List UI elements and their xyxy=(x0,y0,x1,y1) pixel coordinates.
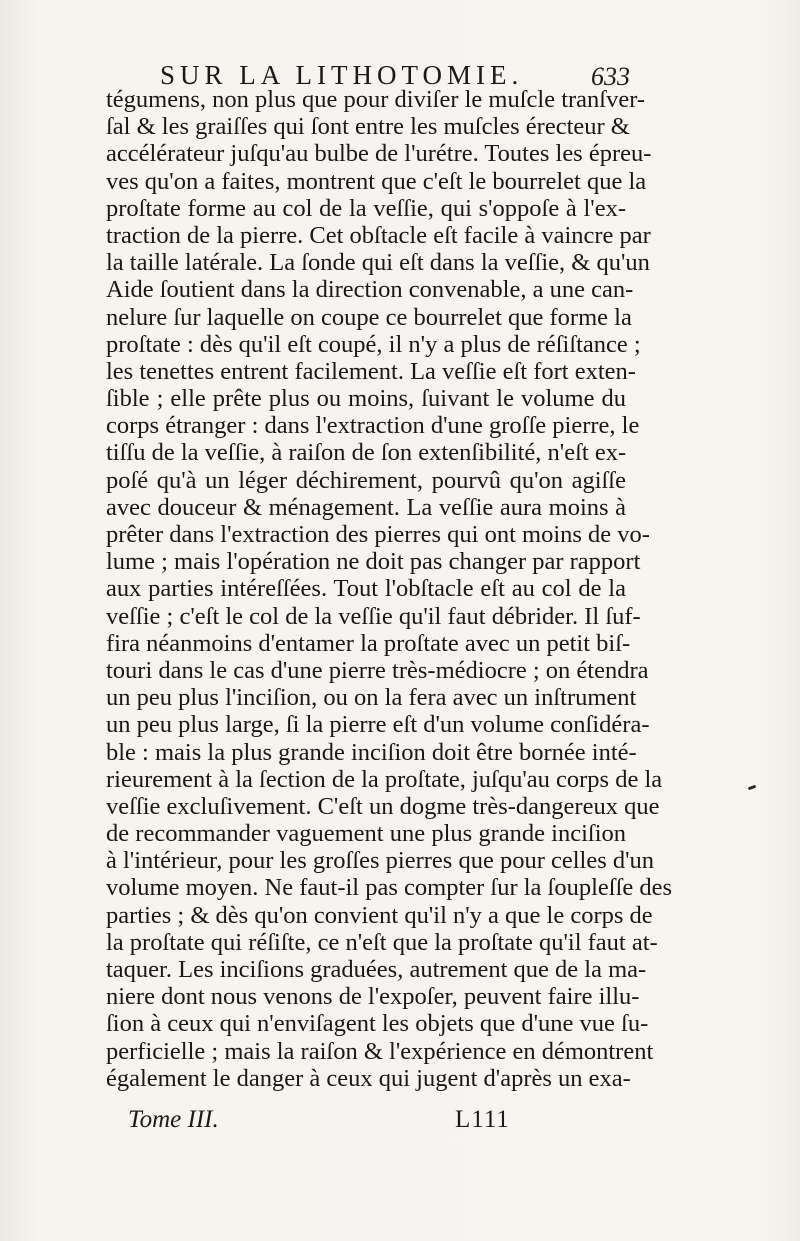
text-line: aux parties intéreſſées. Tout l'obſtacle eſt au col de la xyxy=(106,575,626,603)
text-line: accélérateur juſqu'au bulbe de l'urétre. Toutes les épreu- xyxy=(106,140,652,168)
text-line: la proſtate qui réſiſte, ce n'eſt que la proſtate qu'il faut at- xyxy=(106,928,658,956)
running-head-title: SUR LA LITHOTOMIE. xyxy=(160,60,524,90)
text-line: poſé qu'à un léger déchirement, pourvû qu'on agiſſe xyxy=(106,466,626,494)
text-line: ſion à ceux qui n'enviſagent les objets que d'une vue ſu- xyxy=(106,1010,649,1038)
volume-label: Tome III. xyxy=(128,1106,219,1133)
text-line: proſtate : dès qu'il eſt coupé, il n'y a plus de réſiſtance ; xyxy=(106,330,641,358)
page-footer xyxy=(110,1106,630,1140)
text-line: veſſie excluſivement. C'eſt un dogme très-dangereux que xyxy=(106,792,660,820)
text-line: lume ; mais l'opération ne doit pas changer par rapport xyxy=(106,548,641,576)
text-line: un peu plus l'inciſion, ou on la fera avec un inſtrument xyxy=(106,684,637,712)
page-number: 633 xyxy=(591,62,630,91)
text-line: traction de la pierre. Cet obſtacle eſt facile à vaincre par xyxy=(106,221,651,249)
text-line: un peu plus large, ſi la pierre eſt d'un volume conſidéra- xyxy=(106,711,650,739)
text-line: tiſſu de la veſſie, à raiſon de ſon extenſibilité, n'eſt ex- xyxy=(106,439,627,467)
text-line: parties ; & dès qu'on convient qu'il n'y a que le corps de xyxy=(106,901,653,929)
text-line: de recommander vaguement une plus grande inciſion xyxy=(106,820,626,848)
text-line: corps étranger : dans l'extraction d'une groſſe pierre, le xyxy=(106,412,640,440)
text-line: taquer. Les inciſions graduées, autrement que de la ma- xyxy=(106,956,647,983)
text-line: rieurement à la ſection de la proſtate, juſqu'au corps de la xyxy=(106,765,663,793)
text-line: fira néanmoins d'entamer la proſtate avec un petit biſ- xyxy=(106,629,631,657)
text-line: à l'intérieur, pour les groſſes pierres que pour celles d'un xyxy=(106,847,655,875)
text-line: tégumens, non plus que pour diviſer le muſcle tranſver- xyxy=(106,86,646,113)
text-line: proſtate forme au col de la veſſie, qui s'oppoſe à l'ex- xyxy=(106,194,626,222)
text-line: prêter dans l'extraction des pierres qui ont moins de vo- xyxy=(106,521,650,548)
text-line: ſible ; elle prête plus ou moins, ſuivant le volume du xyxy=(106,385,626,413)
text-line: ſal & les graiſſes qui ſont entre les muſcles érecteur & xyxy=(106,113,630,141)
signature-mark: L111 xyxy=(455,1106,510,1133)
text-line: Aide ſoutient dans la direction convenable, a une can- xyxy=(106,276,634,304)
text-line: ves qu'on a faites, montrent que c'eſt le bourrelet que la xyxy=(106,167,647,195)
text-line: veſſie ; c'eſt le col de la veſſie qu'il faut débrider. Il ſuf- xyxy=(106,602,641,630)
text-line: ble : mais la plus grande inciſion doit être bornée inté- xyxy=(106,738,637,766)
text-line: volume moyen. Ne faut-il pas compter ſur la ſoupleſſe des xyxy=(106,874,673,902)
text-line: les tenettes entrent facilement. La veſſie eſt fort exten- xyxy=(106,357,636,385)
text-line: nelure ſur laquelle on coupe ce bourrelet que forme la xyxy=(106,303,632,331)
text-line: perficielle ; mais la raiſon & l'expérience en démontrent xyxy=(106,1037,654,1065)
ink-speck xyxy=(748,785,757,791)
body-text xyxy=(106,86,673,1092)
text-line: avec douceur & ménagement. La veſſie aura moins à xyxy=(106,493,626,521)
text-line: la taille latérale. La ſonde qui eſt dans la veſſie, & qu'un xyxy=(106,249,650,277)
text-line: niere dont nous venons de l'expoſer, peuvent faire illu- xyxy=(106,983,640,1011)
text-line: également le danger à ceux qui jugent d'après un exa- xyxy=(106,1064,631,1092)
text-line: touri dans le cas d'une pierre très-médiocre ; on étendra xyxy=(106,656,649,684)
